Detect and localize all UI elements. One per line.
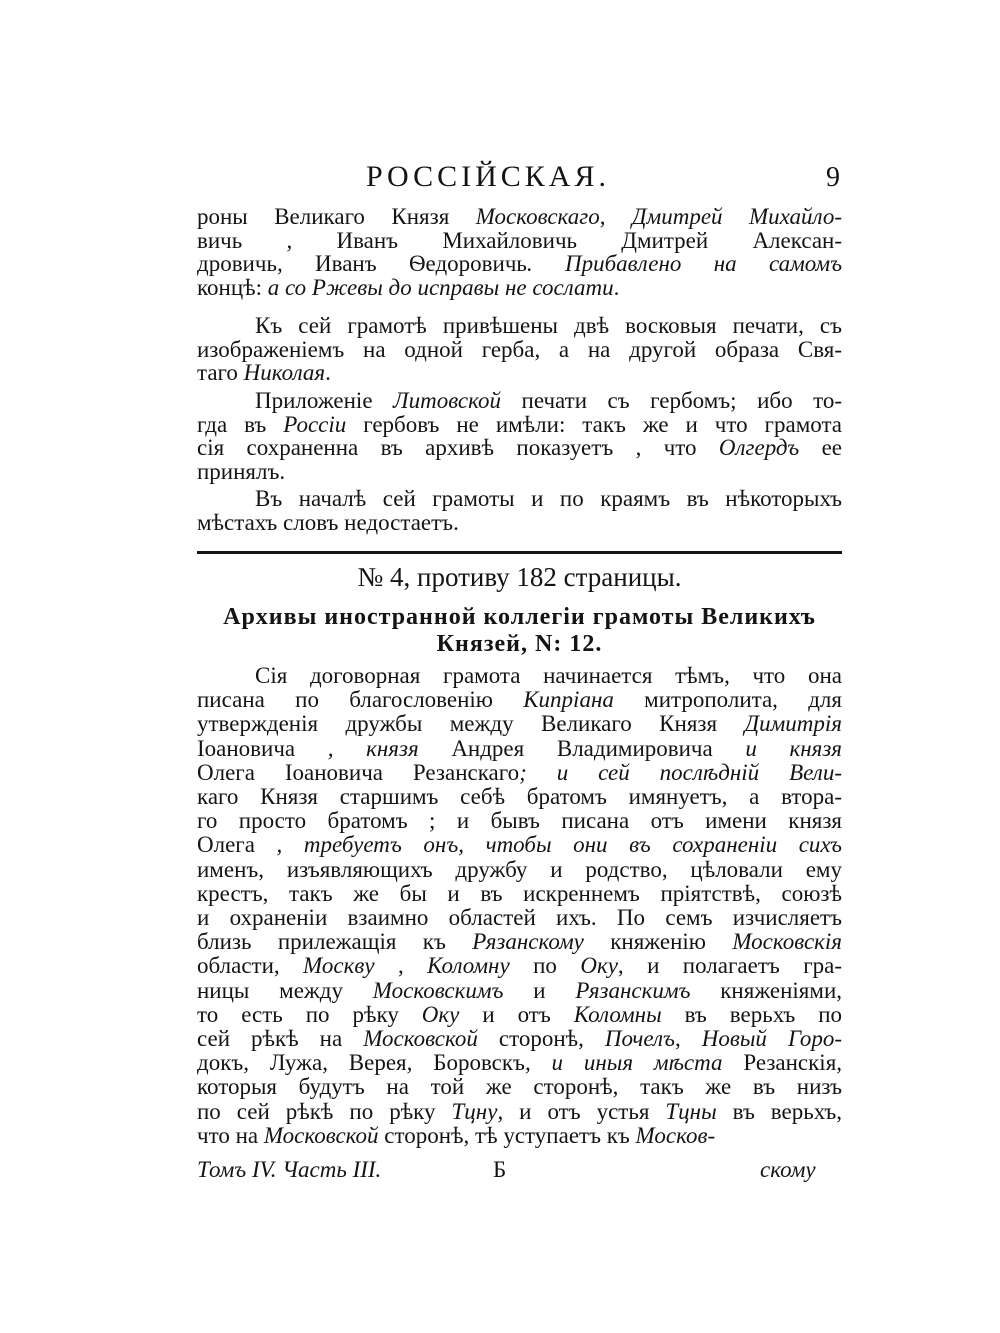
running-title: РОССІЙСКАЯ.	[366, 160, 610, 193]
para2-line: Къ сей грамотѣ привѣшены двѣ восковыя печати, съ	[255, 313, 842, 338]
para5-line: и охраненіи взаимно областей ихъ. По семъ изчисляетъ	[197, 905, 842, 930]
para5-line: Іоановича , князя Андрея Владимировича и князя	[197, 735, 842, 761]
footer-signature: Б	[493, 1157, 507, 1182]
para5-line: области, Москву , Коломну по Оку, и полагаетъ гра-	[197, 953, 842, 979]
para1-line: роны Великаго Князя Московскаго, Дмитрей Михайло-	[197, 204, 843, 229]
para3-line: Приложеніе Литовской печати съ гербомъ; ибо то-	[255, 388, 842, 413]
para5-line: писана по благословенію Кипріана митрополита, для	[197, 687, 842, 713]
para3-line: сія сохраненна въ архивѣ показуетъ , что Олгердъ ее	[197, 435, 842, 460]
section-title-line: Князей, N: 12.	[436, 631, 603, 657]
footer-catchword: скому	[760, 1157, 816, 1182]
para2-line: таго Николая.	[197, 360, 331, 385]
section-title-line: Архивы иностранной коллегіи грамоты Великихъ	[223, 604, 816, 630]
para1-line: дровичь, Иванъ Ѳедоровичь. Прибавлено на самомъ	[197, 251, 843, 276]
para5-line: го просто братомъ ; и бывъ писана отъ имени князя	[197, 808, 842, 834]
para5-line: близь прилежащія къ Рязанскому княженію Московскія	[197, 929, 842, 955]
para5-line: Сія договорная грамота начинается тѣмъ, что она	[255, 663, 842, 688]
para1-line: концѣ: а со Ржевы до исправы не сослати.	[197, 274, 620, 300]
page-number: 9	[826, 162, 840, 193]
para5-line: то есть по рѣку Оку и отъ Коломны въ верьхъ по	[197, 1001, 842, 1027]
section-number: № 4, противу 182 страницы.	[357, 562, 682, 592]
para5-line: Олега Іоановича Резанскаго; и сей послѣдній Вели-	[197, 759, 842, 785]
para5-line: утвержденія дружбы между Великаго Князя Димитрія	[197, 711, 842, 737]
para3-line: гда въ Россіи гербовъ не имѣли: такъ же и что грамота	[197, 411, 842, 437]
para4-line: мѣстахъ словъ недостаетъ.	[197, 509, 459, 535]
para5-line: Олега , требуетъ онъ, чтобы они въ сохраненіи сихъ	[197, 832, 842, 858]
para5-line: докъ, Лужа, Верея, Боровскъ, и иныя мѣста Резанскія,	[197, 1050, 843, 1076]
para5-line: по сей рѣкѣ по рѣку Тцну, и отъ устья Тцны въ верьхъ,	[197, 1098, 842, 1124]
para4-line: Въ началѣ сей грамоты и по краямъ въ нѣкоторыхъ	[255, 486, 842, 511]
para5-line: крестъ, такъ же бы и въ искреннемъ пріятствѣ, союзѣ	[197, 880, 842, 906]
footer-volume: Томъ IV. Часть III.	[197, 1157, 382, 1182]
para5-line: ницы между Московскимъ и Рязанскимъ княженіями,	[197, 977, 843, 1003]
para3-line: принялъ.	[197, 458, 286, 484]
para2-line: изображеніемъ на одной герба, а на другой образа Свя-	[197, 336, 842, 362]
para5-line: которыя будутъ на той же сторонѣ, такъ же въ низъ	[197, 1074, 842, 1100]
para1-line: вичь , Иванъ Михайловичь Дмитрей Алексан-	[197, 227, 843, 253]
section-divider	[197, 551, 842, 554]
para5-line: сей рѣкѣ на Московской сторонѣ, Почелъ, Новый Горо-	[197, 1026, 842, 1051]
para5-line: именъ, изъявляющихъ дружбу и родство, цѣловали ему	[197, 856, 842, 882]
para5-line: что на Московской сторонѣ, тѣ уступаетъ къ Москов-	[197, 1122, 716, 1148]
para5-line: каго Князя старшимъ себѣ братомъ имянуетъ, а втора-	[197, 784, 842, 809]
